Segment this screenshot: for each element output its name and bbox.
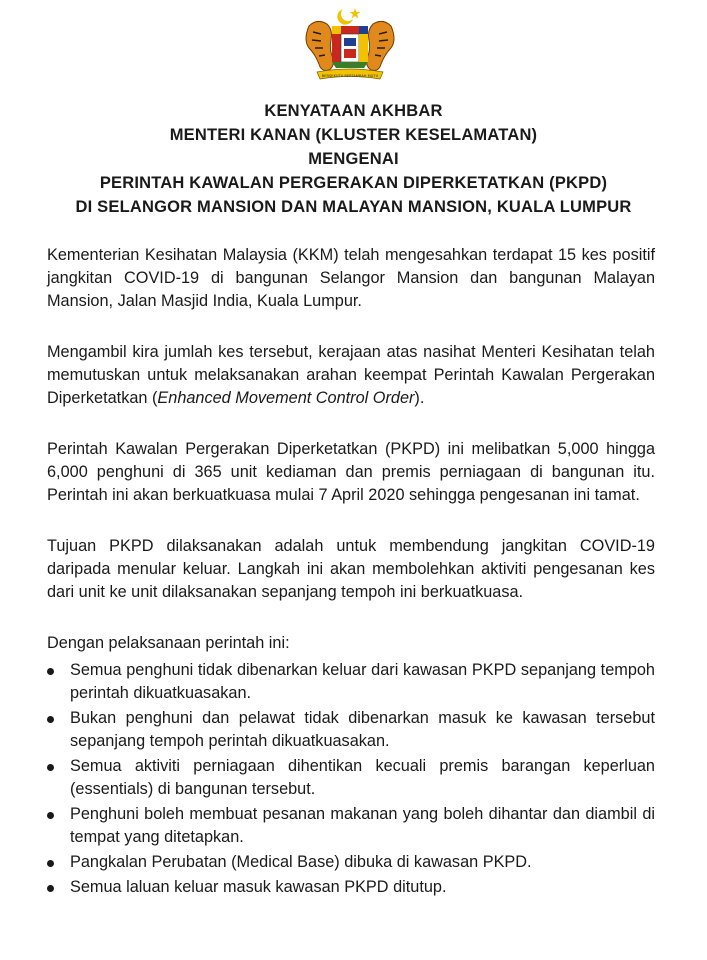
list-item: Penghuni boleh membuat pesanan makanan yang boleh dihantar dan diambil di tempat yang ditetapkan.: [47, 803, 655, 849]
bullet-icon: [47, 764, 54, 771]
svg-text:BERSEKUTU BERTAMBAH MUTU: BERSEKUTU BERTAMBAH MUTU: [321, 74, 379, 78]
paragraph-pkpd-scope: Perintah Kawalan Pergerakan Diperketatkan (PKPD) ini melibatkan 5,000 hingga 6,000 penghuni di 365 unit kediaman dan premis perniagaan di bangunan itu. Perintah ini akan berkuatkuasa mulai 7 April 2020 sehingga pengesanan ini tamat.: [47, 440, 655, 504]
bullet-icon: [47, 668, 54, 675]
title-line-2: MENTERI KANAN (KLUSTER KESELAMATAN): [169, 126, 538, 144]
press-release-title: [0, 99, 707, 219]
paragraph-pkpd-purpose: Tujuan PKPD dilaksanakan adalah untuk membendung jangkitan COVID-19 daripada menular keluar. Langkah ini akan membolehkan aktiviti pengesanan kes dari unit ke unit dilaksanakan sepanjang tempoh ini berkuatkuasa.: [47, 537, 655, 601]
paragraph-government-decision: Mengambil kira jumlah kes tersebut, kerajaan atas nasihat Menteri Kesihatan telah memutuskan untuk melaksanakan arahan keempat Perintah Kawalan Pergerakan Diperketatkan (Enhanced Movement Control Order).: [47, 343, 655, 407]
emco-term: Enhanced Movement Control Order: [157, 389, 415, 407]
bullet-icon: [47, 885, 54, 892]
press-release-body: [47, 244, 655, 901]
title-line-4: PERINTAH KAWALAN PERGERAKAN DIPERKETATKAN (PKPD): [99, 174, 608, 192]
list-item: Semua laluan keluar masuk kawasan PKPD ditutup.: [47, 876, 655, 899]
title-line-1: KENYATAAN AKHBAR: [264, 102, 443, 120]
list-item: Pangkalan Perubatan (Medical Base) dibuka di kawasan PKPD.: [47, 851, 655, 874]
bullet-icon: [47, 860, 54, 867]
paragraph-kkm-confirmation: Kementerian Kesihatan Malaysia (KKM) telah mengesahkan terdapat 15 kes positif jangkitan COVID-19 di bangunan Selangor Mansion dan bangunan Malayan Mansion, Jalan Masjid India, Kuala Lumpur.: [47, 246, 655, 310]
bullet-icon: [47, 812, 54, 819]
title-line-3: MENGENAI: [308, 150, 399, 168]
list-item: Semua aktiviti perniagaan dihentikan kecuali premis barangan keperluan (essentials) di bangunan tersebut.: [47, 755, 655, 801]
list-item: Bukan penghuni dan pelawat tidak dibenarkan masuk ke kawasan tersebut sepanjang tempoh perintah dikuatkuasakan.: [47, 707, 655, 753]
bullet-icon: [47, 716, 54, 723]
malaysia-coat-of-arms-icon: [295, 6, 405, 86]
paragraph-implementation-intro: Dengan pelaksanaan perintah ini:: [47, 634, 290, 652]
implementation-list: [47, 659, 655, 899]
title-line-5: DI SELANGOR MANSION DAN MALAYAN MANSION, KUALA LUMPUR: [75, 198, 632, 216]
list-item: Semua penghuni tidak dibenarkan keluar dari kawasan PKPD sepanjang tempoh perintah dikuatkuasakan.: [47, 659, 655, 705]
